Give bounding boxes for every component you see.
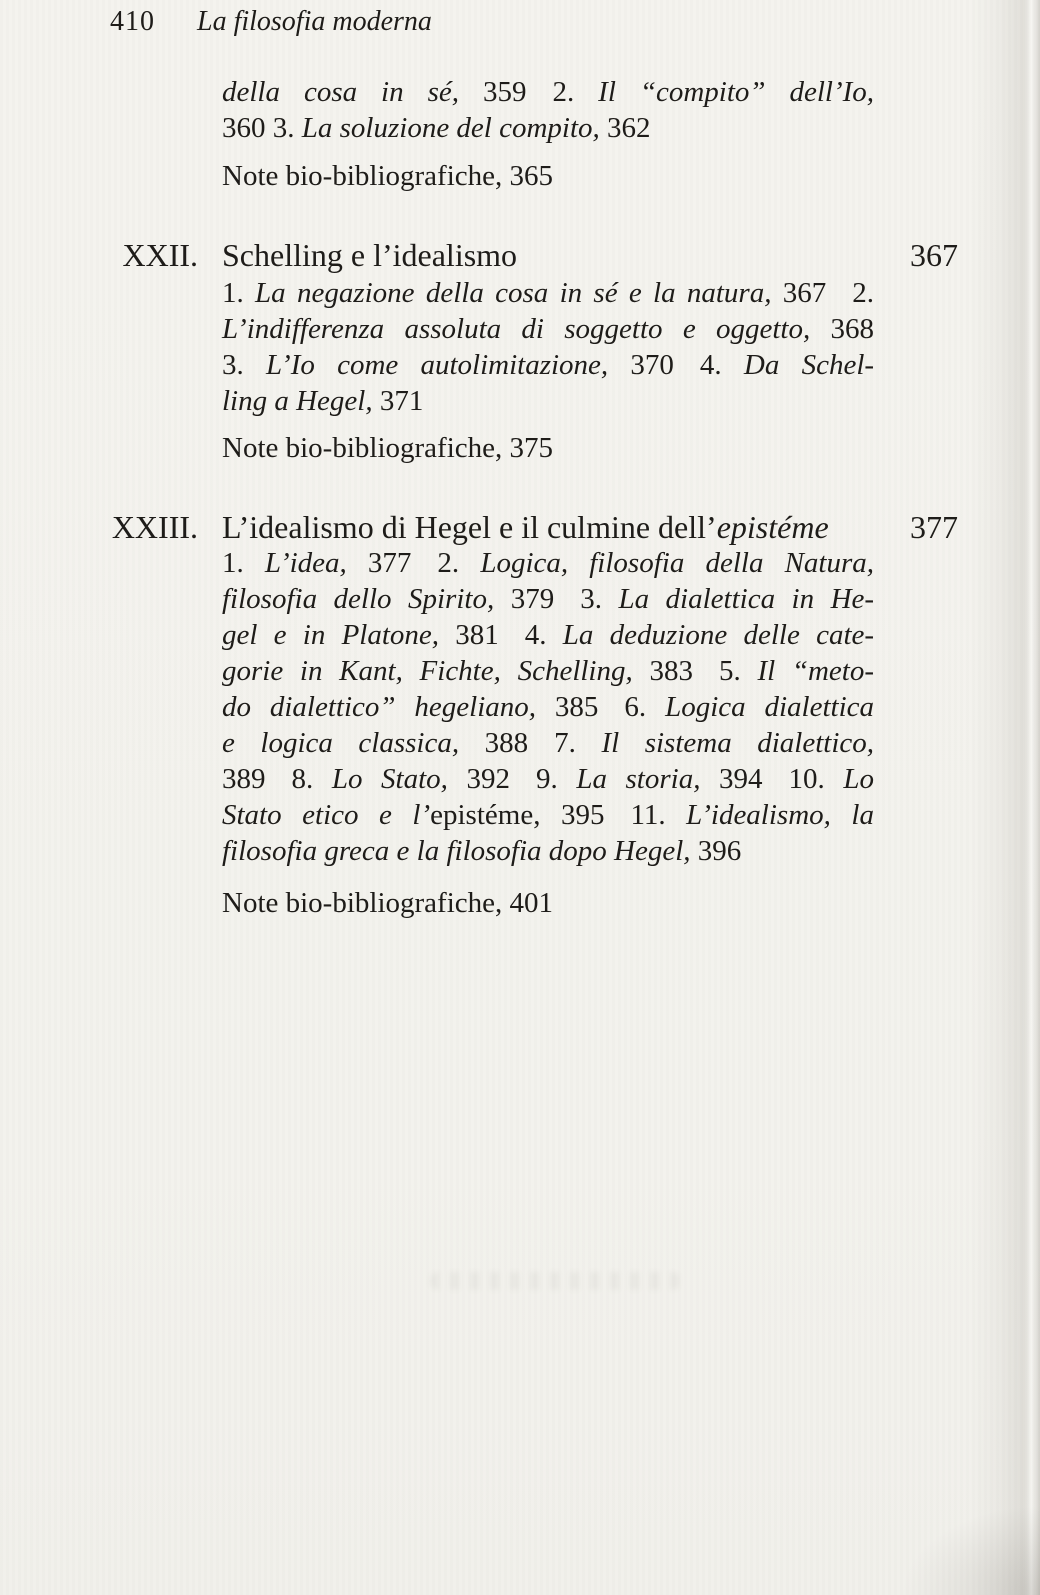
toc-body-line: do dialettico” hegeliano, 385 6. Logica dialettica [222,691,875,723]
chapter-heading [60,237,958,273]
toc-body-line: 3. L’Io come autolimitazione, 370 4. Da Schel- [222,349,875,381]
toc-body-line: 1. L’idea, 377 2. Logica, filosofia della Natura, [222,547,875,579]
folio-page-number: 410 [110,6,155,37]
toc-body-line: filosofia dello Spirito, 379 3. La dialettica in He- [222,583,875,615]
toc-body-line: 389 8. Lo Stato, 392 9. La storia, 394 10. Lo [222,763,874,795]
toc-entry-body [222,545,874,869]
chapter-numeral: XXII. [122,237,198,273]
page-edge-shadow [970,0,1040,1595]
toc-body-line: 360 3. La soluzione del compito, 362 [222,112,651,144]
toc-body-line: gorie in Kant, Fichte, Schelling, 383 5. Il “meto- [222,655,875,687]
chapter-title: L’idealismo di Hegel e il culmine dell’epistéme [222,509,829,545]
toc-entry-body [222,74,874,146]
toc-body-line: 1. La negazione della cosa in sé e la natura, 367 2. [222,277,875,309]
running-title: La filosofia moderna [197,6,432,37]
toc-body-line: della cosa in sé, 359 2. Il “compito” dell’Io, [222,76,875,108]
toc-body-line: L’indifferenza assoluta di soggetto e oggetto, 368 [222,313,874,345]
toc-body-line: ling a Hegel, 371 [222,385,424,417]
toc-body-line: Stato etico e l’epistéme, 395 11. L’idealismo, la [222,799,874,831]
running-head [110,4,432,40]
chapter-numeral: XXIII. [111,509,198,545]
toc-entry-body [222,275,874,419]
chapter-page-number: 377 [910,509,958,545]
note-line: Note bio-bibliografiche, 365 [222,160,553,192]
toc-body-line: e logica classica, 388 7. Il sistema dialettico, [222,727,875,759]
verso-show-through [430,1272,680,1290]
note-line: Note bio-bibliografiche, 375 [222,432,553,464]
toc-body-line: gel e in Platone, 381 4. La deduzione delle cate- [222,619,875,651]
toc-body-line: filosofia greca e la filosofia dopo Hegel, 396 [222,835,742,867]
note-line: Note bio-bibliografiche, 401 [222,887,553,919]
chapter-heading [60,509,958,545]
page-corner-shadow [900,1505,1040,1595]
chapter-title: Schelling e l’idealismo [222,237,518,273]
chapter-page-number: 367 [910,237,958,273]
